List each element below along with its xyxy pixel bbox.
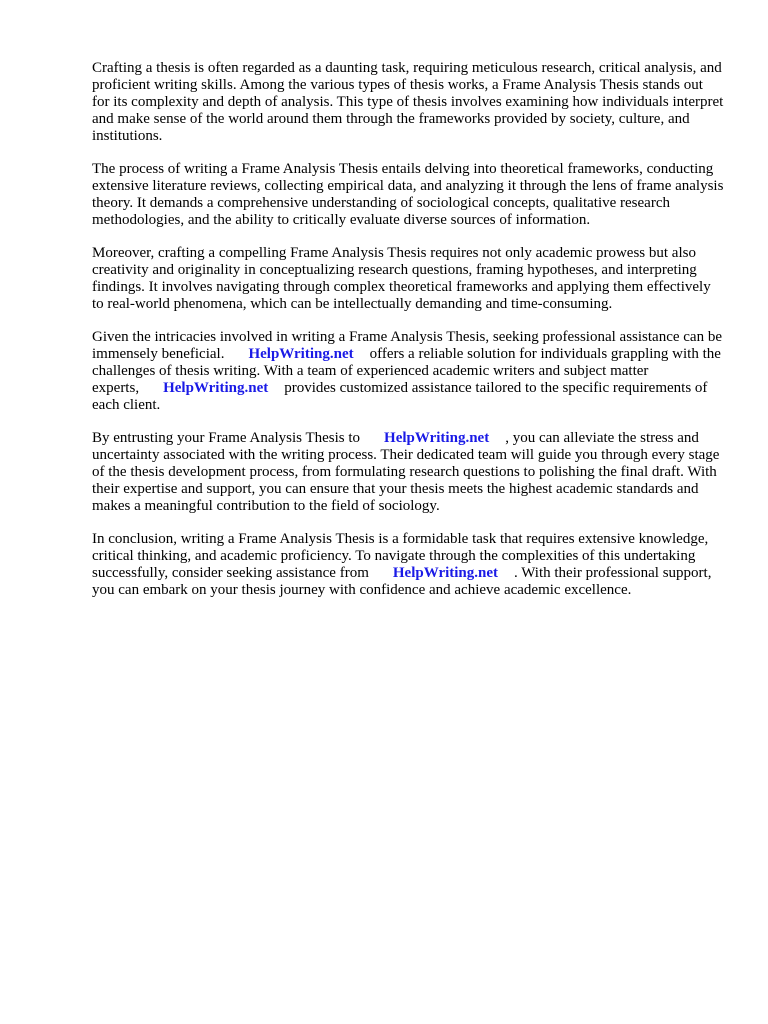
paragraph-text: In conclusion, writing a Frame Analysis Thesis is a formidable task that requires extensive knowledge, critical thinking, and academic proficiency. To navigate through the complexities of this undertaking successfully, consider seeking assistance from (92, 531, 709, 581)
paragraph-text: offers a reliable solution for individuals grappling with the challenges of thesis writing. With a team of experienced academic writers and subject matter experts, (92, 346, 721, 396)
paragraph-intro: Crafting a thesis is often regarded as a daunting task, requiring meticulous research, critical analysis, and proficient writing skills. Among the various types of thesis works, a Frame Analysis Thesis stands out for its complexity and depth of analysis. This type of thesis involves examining how individuals interpret and make sense of the world around them through the frameworks provided by society, culture, and institutions. (92, 60, 724, 144)
paragraph-text: . With their professional support, you can embark on your thesis journey with confidence and achieve academic excellence. (92, 565, 712, 598)
helpwriting-link[interactable]: HelpWriting.net (384, 430, 490, 446)
paragraph-assistance (92, 329, 724, 414)
paragraph-process: The process of writing a Frame Analysis Thesis entails delving into theoretical frameworks, conducting extensive literature reviews, collecting empirical data, and analyzing it through the lens of frame analysis theory. It demands a comprehensive understanding of sociological concepts, qualitative research methodologies, and the ability to critically evaluate diverse sources of information. (92, 161, 724, 228)
paragraph-conclusion (92, 531, 724, 599)
paragraph-entrusting (92, 430, 724, 515)
paragraph-text: , you can alleviate the stress and uncertainty associated with the writing process. Their dedicated team will guide you through every stage of the thesis development process, from formulating research questions to polishing the final draft. With their expertise and support, you can ensure that your thesis meets the highest academic standards and makes a meaningful contribution to the field of sociology. (92, 430, 720, 514)
document-body (92, 60, 724, 615)
helpwriting-link[interactable]: HelpWriting.net (248, 346, 354, 362)
helpwriting-link[interactable]: HelpWriting.net (392, 565, 499, 581)
helpwriting-link[interactable]: HelpWriting.net (163, 380, 269, 396)
paragraph-text: Given the intricacies involved in writing a Frame Analysis Thesis, seeking professional assistance can be immensely beneficial. (92, 329, 722, 362)
paragraph-creativity: Moreover, crafting a compelling Frame Analysis Thesis requires not only academic prowess but also creativity and originality in conceptualizing research questions, framing hypotheses, and interpreting findings. It involves navigating through complex theoretical frameworks and applying them effectively to real-world phenomena, which can be intellectually demanding and time-consuming. (92, 245, 711, 312)
paragraph-text: By entrusting your Frame Analysis Thesis to (92, 430, 361, 446)
paragraph-text: provides customized assistance tailored to the specific requirements of each client. (92, 380, 708, 413)
